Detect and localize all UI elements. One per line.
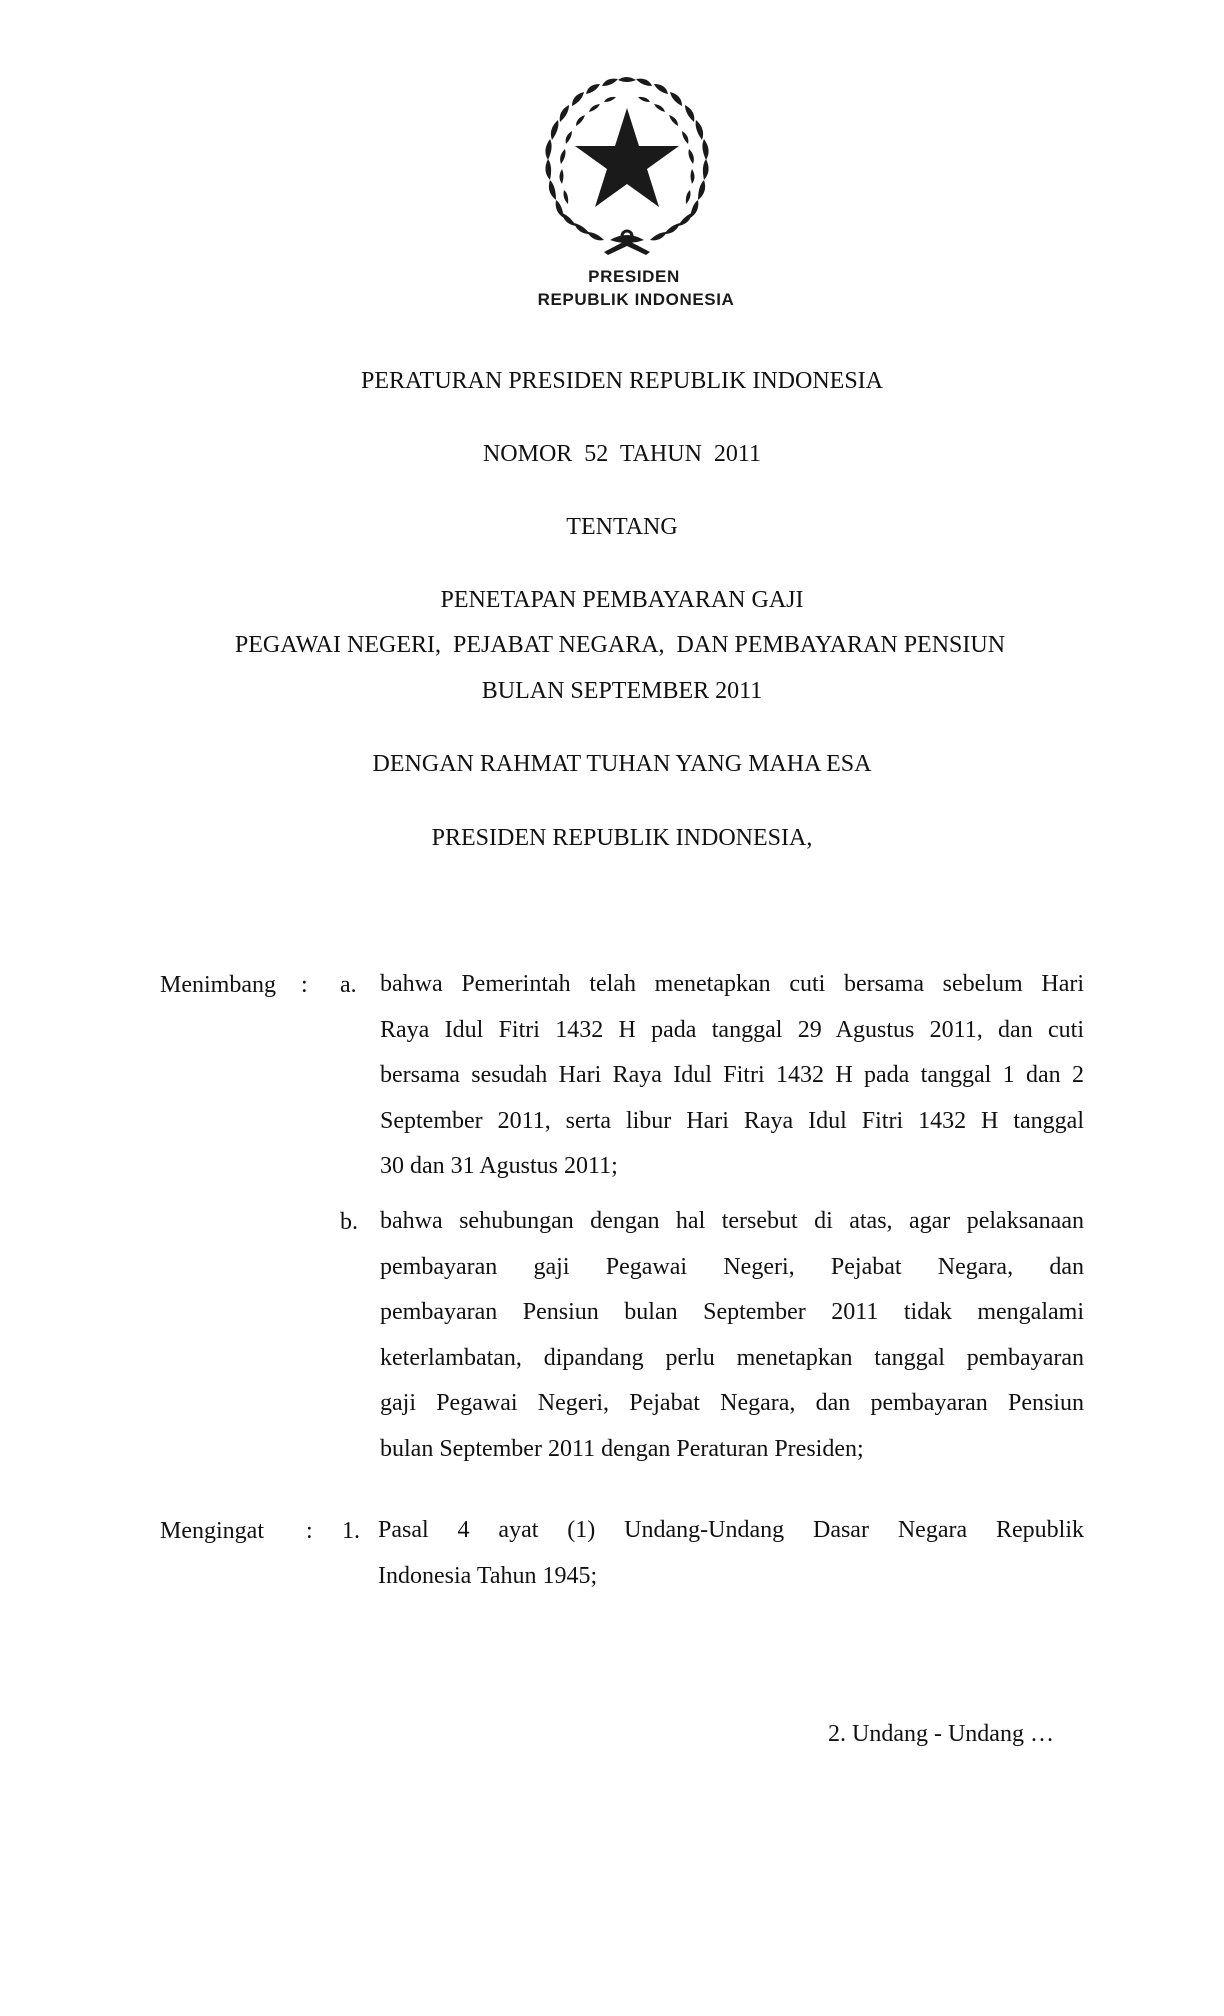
menimbang-colon: : <box>301 972 308 998</box>
menimbang-item-a-marker: a. <box>340 972 357 998</box>
emblem-caption-presiden: PRESIDEN <box>588 267 680 286</box>
about-heading: TENTANG <box>566 514 678 540</box>
menimbang-label: Menimbang <box>160 972 276 998</box>
presidential-emblem-icon <box>534 68 720 258</box>
continuation-reference: 2. Undang - Undang … <box>828 1721 1054 1747</box>
subject-line-1: PENETAPAN PEMBAYARAN GAJI <box>440 587 804 613</box>
mengingat-label: Mengingat <box>160 1518 264 1544</box>
menimbang-item-b-text <box>380 1199 1084 1472</box>
emblem-caption-republik-indonesia: REPUBLIK INDONESIA <box>537 290 735 309</box>
subject-line-2: PEGAWAI NEGERI, PEJABAT NEGARA, DAN PEMBAYARAN PENSIUN <box>234 632 1006 658</box>
text-line: Pasal 4 ayat (1) Undang-Undang Dasar Negara Republik <box>378 1517 1084 1543</box>
menimbang-item-a-text <box>380 962 1084 1190</box>
mengingat-colon: : <box>306 1518 313 1544</box>
regulation-title: PERATURAN PRESIDEN REPUBLIK INDONESIA <box>360 368 884 394</box>
text-line: 30 dan 31 Agustus 2011; <box>380 1153 618 1179</box>
text-line: pembayaran gaji Pegawai Negeri, Pejabat Negara, dan <box>380 1253 1084 1280</box>
regulation-number: NOMOR 52 TAHUN 2011 <box>482 441 762 467</box>
invocation: DENGAN RAHMAT TUHAN YANG MAHA ESA <box>372 751 872 777</box>
subject-line-3: BULAN SEPTEMBER 2011 <box>481 678 763 704</box>
text-line: Raya Idul Fitri 1432 H pada tanggal 29 Agustus 2011, dan cuti <box>380 1016 1084 1043</box>
text-line: Indonesia Tahun 1945; <box>378 1562 598 1589</box>
issuer-heading: PRESIDEN REPUBLIK INDONESIA, <box>431 825 813 851</box>
text-line: gaji Pegawai Negeri, Pejabat Negara, dan pembayaran Pensiun <box>380 1390 1084 1416</box>
menimbang-item-b-marker: b. <box>340 1209 358 1235</box>
text-line: bahwa sehubungan dengan hal tersebut di atas, agar pelaksanaan <box>380 1208 1084 1234</box>
text-line: September 2011, serta libur Hari Raya Idul Fitri 1432 H tanggal <box>380 1107 1084 1134</box>
text-line: bahwa Pemerintah telah menetapkan cuti bersama sebelum Hari <box>380 971 1084 997</box>
mengingat-item-1-text <box>378 1508 1084 1599</box>
text-line: keterlambatan, dipandang perlu menetapkan tanggal pembayaran <box>380 1344 1084 1371</box>
mengingat-item-1-marker: 1. <box>342 1518 360 1544</box>
text-line: bulan September 2011 dengan Peraturan Presiden; <box>380 1435 864 1462</box>
text-line: bersama sesudah Hari Raya Idul Fitri 1432 H pada tanggal 1 dan 2 <box>380 1062 1084 1088</box>
text-line: pembayaran Pensiun bulan September 2011 tidak mengalami <box>380 1299 1084 1325</box>
